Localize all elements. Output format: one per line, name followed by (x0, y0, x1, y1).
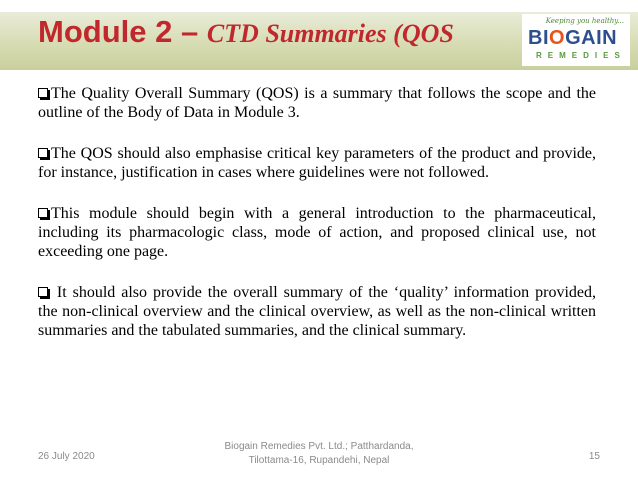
paragraph-text: It should also provide the overall summary of the ‘quality’ information provided, the non-clinical overview and the clinical overview, as well as the non-clinical written summaries and the tabulated summaries, and the clinical summary. (38, 284, 596, 339)
paragraph-text: The QOS should also emphasise critical key parameters of the product and provide, for instance, justification in cases where guidelines were not followed. (38, 145, 596, 181)
checkbox-bullet-icon (38, 208, 48, 218)
slide-body (38, 84, 596, 362)
page-number: 15 (588, 451, 600, 462)
checkbox-bullet-icon (38, 88, 48, 98)
footer-org-line-1: Biogain Remedies Pvt. Ltd.; Patthardanda, (224, 441, 414, 452)
footer-org-line-2: Tilottama-16, Rupandehi, Nepal (248, 455, 390, 466)
title-main: Module 2 – (38, 14, 207, 49)
footer-organization (200, 440, 438, 468)
paragraph-text: The Quality Overall Summary (QOS) is a summary that follows the scope and the outline of the Body of Data in Module 3. (38, 85, 596, 121)
paragraph-text: This module should begin with a general introduction to the pharmaceutical, including its pharmacologic class, mode of action, and proposed clinical use, not exceeding one page. (38, 205, 596, 260)
logo-word-start: BI (528, 27, 549, 49)
title-subtitle: CTD Summaries (QOS (206, 19, 454, 48)
logo-wordmark (528, 28, 617, 48)
bullet-paragraph-4 (38, 283, 596, 340)
slide-title (38, 16, 454, 47)
company-logo (522, 14, 630, 66)
logo-word-accent: O (549, 27, 566, 49)
logo-tagline: Keeping you healthy... (545, 17, 624, 25)
logo-subtext: REMEDIES (536, 51, 626, 60)
bullet-paragraph-2 (38, 144, 596, 182)
bullet-paragraph-3 (38, 204, 596, 261)
checkbox-bullet-icon (38, 287, 48, 297)
bullet-paragraph-1 (38, 84, 596, 122)
logo-word-end: GAIN (565, 27, 618, 49)
footer-date: 26 July 2020 (38, 451, 95, 462)
checkbox-bullet-icon (38, 148, 48, 158)
